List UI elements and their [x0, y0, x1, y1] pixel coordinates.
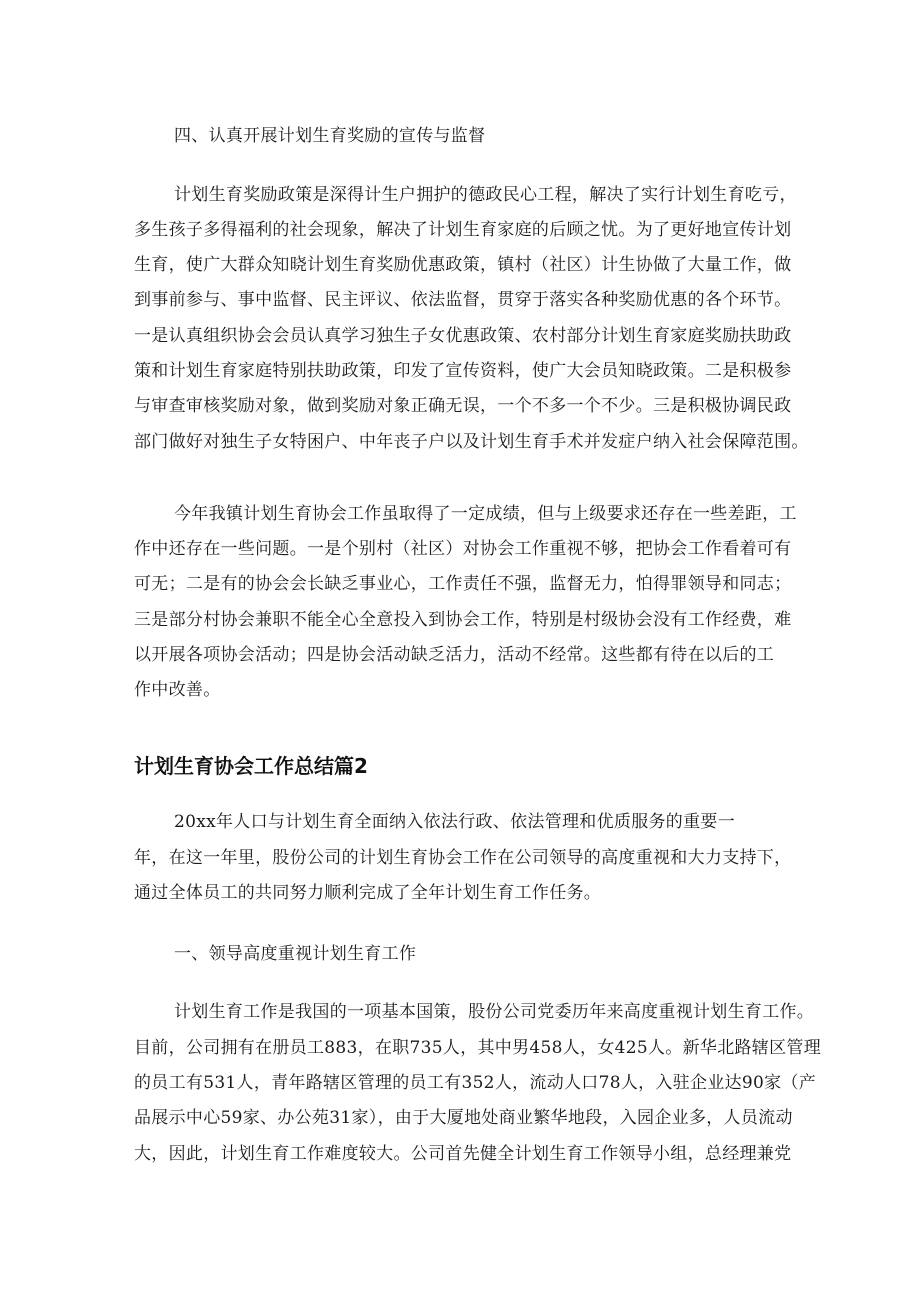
- paragraph-line: 计划生育工作是我国的一项基本国策，股份公司党委历年来高度重视计划生育工作。: [174, 1002, 815, 1022]
- paragraph-line: 品展示中心59家、办公苑31家），由于大厦地处商业繁华地段，入园企业多，人员流动: [134, 1108, 793, 1128]
- article-title: 计划生育协会工作总结篇2: [134, 754, 368, 778]
- paragraph-line: 到事前参与、事中监督、民主评议、依法监督，贯穿于落实各种奖励优惠的各个环节。: [134, 290, 792, 310]
- paragraph-line: 一是认真组织协会会员认真学习独生子女优惠政策、农村部分计划生育家庭奖励扶助政: [134, 326, 792, 346]
- paragraph-line: 大，因此，计划生育工作难度较大。公司首先健全计划生育工作领导小组，总经理兼党: [134, 1144, 792, 1164]
- paragraph-line: 策和计划生育家庭特别扶助政策，印发了宣传资料，使广大会员知晓政策。二是积极参: [134, 361, 792, 381]
- paragraph-line: 可无；二是有的协会会长缺乏事业心，工作责任不强，监督无力，怕得罪领导和同志；: [134, 574, 792, 594]
- paragraph-line: 年，在这一年里，股份公司的计划生育协会工作在公司领导的高度重视和大力支持下，: [134, 848, 792, 868]
- section-heading: 一、领导高度重视计划生育工作: [174, 944, 417, 964]
- paragraph-line: 三是部分村协会兼职不能全心全意投入到协会工作，特别是村级协会没有工作经费，难: [134, 610, 792, 630]
- paragraph-line: 与审查审核奖励对象，做到奖励对象正确无误，一个不多一个不少。三是积极协调民政: [134, 396, 792, 416]
- paragraph-line: 通过全体员工的共同努力顺利完成了全年计划生育工作任务。: [134, 883, 602, 903]
- paragraph-line: 20xx年人口与计划生育全面纳入依法行政、依法管理和优质服务的重要一: [174, 812, 736, 832]
- paragraph-line: 今年我镇计划生育协会工作虽取得了一定成绩，但与上级要求还存在一些差距，工: [174, 504, 797, 524]
- paragraph-line: 的员工有531人，青年路辖区管理的员工有352人，流动人口78人，入驻企业达90家（产: [134, 1073, 817, 1093]
- section-heading: 四、认真开展计划生育奖励的宣传与监督: [174, 126, 486, 146]
- paragraph-line: 作中还存在一些问题。一是个别村（社区）对协会工作重视不够，把协会工作看着可有: [134, 539, 792, 559]
- paragraph-line: 作中改善。: [134, 680, 221, 700]
- paragraph-line: 多生孩子多得福利的社会现象，解决了计划生育家庭的后顾之忧。为了更好地宣传计划: [134, 220, 792, 240]
- paragraph-line: 目前，公司拥有在册员工883，在职735人，其中男458人，女425人。新华北路辖区管理: [134, 1038, 821, 1058]
- paragraph-line: 部门做好对独生子女特困户、中年丧子户以及计划生育手术并发症户纳入社会保障范围。: [134, 432, 809, 452]
- paragraph-line: 计划生育奖励政策是深得计生户拥护的德政民心工程，解决了实行计划生育吃亏，: [174, 185, 797, 205]
- paragraph-line: 以开展各项协会活动；四是协会活动缺乏活力，活动不经常。这些都有待在以后的工: [134, 645, 775, 665]
- paragraph-line: 生育，使广大群众知晓计划生育奖励优惠政策，镇村（社区）计生协做了大量工作，做: [134, 255, 792, 275]
